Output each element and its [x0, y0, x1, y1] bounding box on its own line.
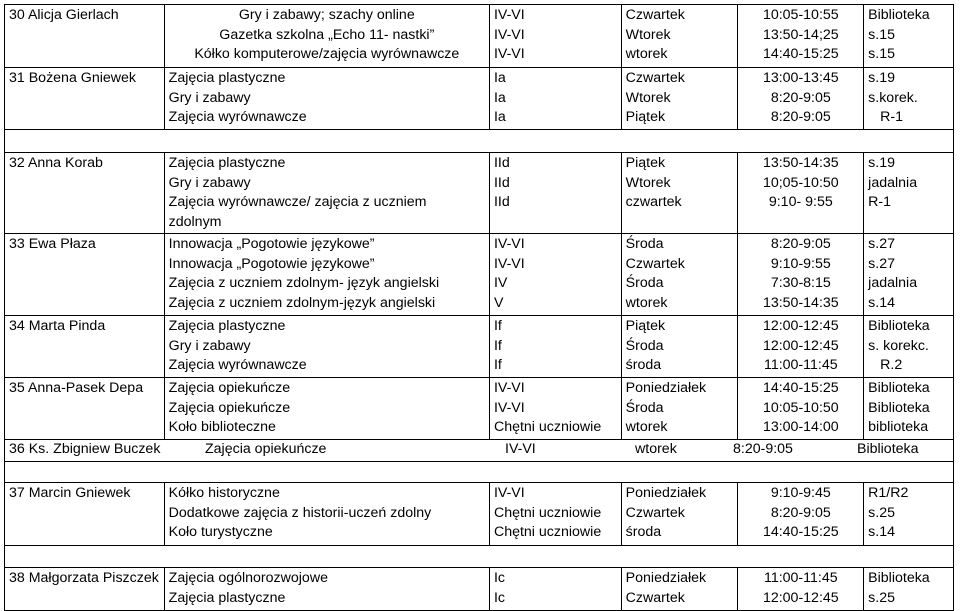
rooms: Biblioteka Biblioteka biblioteka — [868, 380, 930, 436]
table-row-30 — [5, 5, 953, 68]
table-row-36 — [5, 440, 953, 462]
rooms: Biblioteka s.15 s.15 — [868, 7, 930, 63]
activities: Zajęcia plastyczne Gry i zabawy Zajęcia wyrównawcze/ zajęcia z uczniem zdolnym — [165, 153, 490, 233]
table-block-2 — [4, 152, 954, 462]
spacer — [4, 546, 954, 567]
rooms: Biblioteka s. korekc. R.2 — [868, 318, 930, 374]
table-row-32 — [5, 153, 953, 234]
class: IV-VI — [505, 441, 536, 457]
time: 8:20-9:05 — [733, 441, 793, 457]
room: Biblioteka — [857, 441, 919, 457]
schedule-table — [4, 4, 954, 611]
table-block-3 — [4, 482, 954, 546]
rooms: R1/R2 s.25 s.14 — [868, 485, 909, 541]
activities: Zajęcia plastyczne Gry i zabawy Zajęcia wyrównawcze — [165, 316, 490, 377]
activities: Innowacja „Pogotowie językowe” Innowacja „Pogotowie językowe” Zajęcia z uczniem zdolnym- język angielski Zajęcia z uczniem zdolnym-język angielski — [165, 234, 490, 315]
times: 8:20-9:05 9:10-9:55 7:30-8:15 13:50-14:35 — [738, 234, 864, 315]
classes: IV-VI IV-VI Chętni uczniowie — [490, 378, 622, 439]
activities: Zajęcia opiekuńcze Zajęcia opiekuńcze Koło biblioteczne — [165, 378, 490, 439]
days: Piątek Środa środa — [622, 316, 739, 377]
table-row-38 — [5, 568, 953, 611]
table-row-37 — [5, 483, 953, 546]
rooms: s.27 s.27 jadalnia s.14 — [868, 236, 918, 311]
activities: Zajęcia ogólnorozwojowe Zajęcia plastyczne — [165, 568, 490, 610]
spacer — [4, 130, 954, 152]
classes: Ic Ic — [490, 568, 622, 610]
classes: If If If — [490, 316, 622, 377]
teacher-name: 34 Marta Pinda — [5, 316, 165, 377]
classes: Ia Ia Ia — [490, 68, 622, 129]
spacer — [4, 462, 954, 482]
table-row-34 — [5, 316, 953, 378]
days: Czwartek Wtorek wtorek — [622, 5, 739, 67]
activities: Gry i zabawy; szachy online Gazetka szkolna „Echo 11- nastki” Kółko komputerowe/zajęcia wyrównawcze — [165, 5, 490, 67]
teacher-name: 35 Anna-Pasek Depa — [5, 378, 165, 439]
table-row-33 — [5, 234, 953, 316]
times: 13:00-13:45 8:20-9:05 8:20-9:05 — [738, 68, 864, 129]
teacher-name: 36 Ks. Zbigniew Buczek — [9, 441, 161, 457]
times: 14:40-15:25 10:05-10:50 13:00-14:00 — [738, 378, 864, 439]
days: Poniedziałek Środa wtorek — [622, 378, 739, 439]
activity: Zajęcia opiekuńcze — [205, 441, 327, 457]
times: 11:00-11:45 12:00-12:45 — [738, 568, 864, 610]
teacher-name: 30 Alicja Gierlach — [5, 5, 165, 67]
days: Czwartek Wtorek Piątek — [622, 68, 739, 129]
table-row-35 — [5, 378, 953, 440]
teacher-name: 31 Bożena Gniewek — [5, 68, 165, 129]
times: 12:00-12:45 12:00-12:45 11:00-11:45 — [738, 316, 864, 377]
days: Poniedziałek Czwartek — [622, 568, 739, 610]
times: 13:50-14:35 10;05-10:50 9:10- 9:55 — [738, 153, 864, 233]
times: 10:05-10:55 13:50-14;25 14:40-15:25 — [738, 5, 864, 67]
activities: Zajęcia plastyczne Gry i zabawy Zajęcia wyrównawcze — [165, 68, 490, 129]
days: Piątek Wtorek czwartek — [622, 153, 739, 233]
classes: IV-VI IV-VI IV V — [490, 234, 622, 315]
classes: IV-VI Chętni uczniowie Chętni uczniowie — [490, 483, 622, 545]
rooms: Biblioteka s.25 — [868, 570, 930, 606]
times: 9:10-9:45 8:20-9:05 14:40-15:25 — [738, 483, 864, 545]
days: Środa Czwartek Środa wtorek — [622, 234, 739, 315]
table-block-1 — [4, 4, 954, 130]
rooms: s.19 jadalnia R-1 — [868, 155, 918, 211]
teacher-name: 32 Anna Korab — [5, 153, 165, 233]
teacher-name: 33 Ewa Płaza — [5, 234, 165, 315]
table-row-31 — [5, 68, 953, 130]
teacher-name: 38 Małgorzata Piszczek — [5, 568, 165, 610]
teacher-name: 37 Marcin Gniewek — [5, 483, 165, 545]
table-block-4 — [4, 567, 954, 611]
classes: IId IId IId — [490, 153, 622, 233]
rooms: s.19 s.korek. R-1 — [868, 70, 918, 126]
day: wtorek — [635, 441, 677, 457]
classes: IV-VI IV-VI IV-VI — [490, 5, 622, 67]
activities: Kółko historyczne Dodatkowe zajęcia z historii-uczeń zdolny Koło turystyczne — [165, 483, 490, 545]
days: Poniedziałek Czwartek środa — [622, 483, 739, 545]
